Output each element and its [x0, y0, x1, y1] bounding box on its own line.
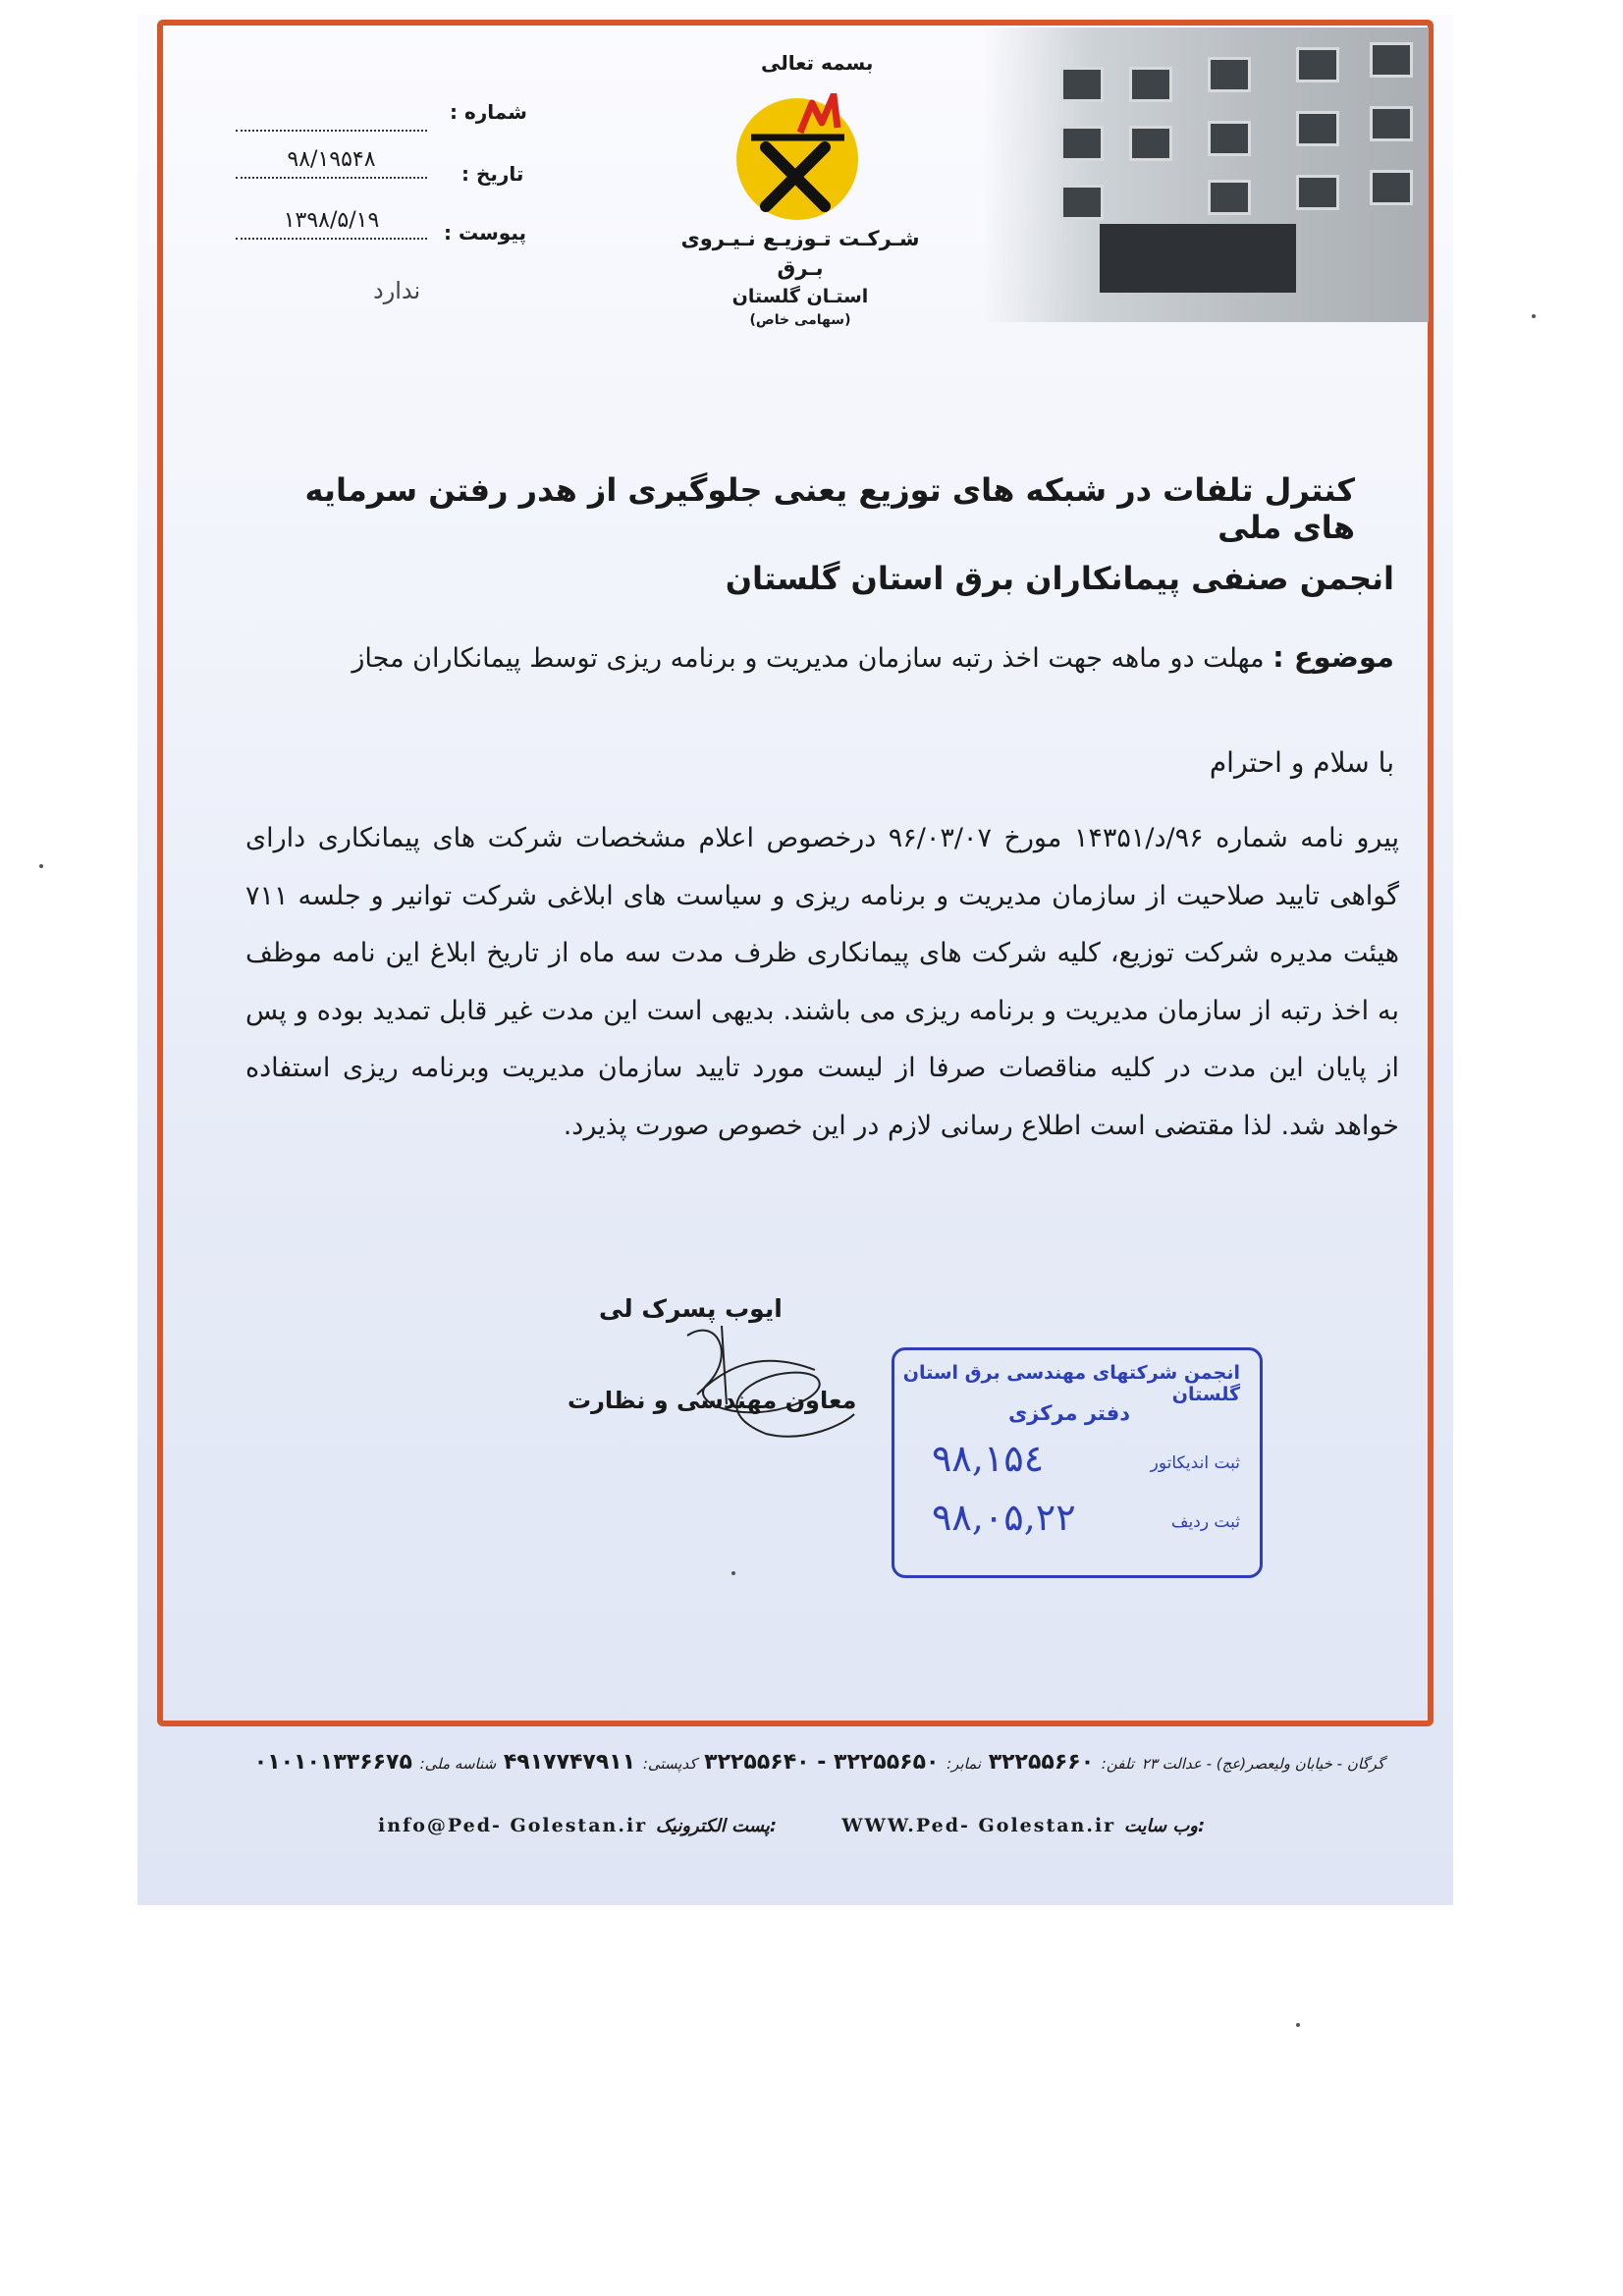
- company-logo-icon: [731, 93, 864, 226]
- number-value: [236, 100, 427, 132]
- footer-fax-label: نمابر:: [947, 1755, 982, 1773]
- footer-website-label: وب سایت:: [1123, 1816, 1206, 1836]
- greeting: با سلام و احترام: [1209, 746, 1394, 779]
- stamp-office: دفتر مرکزی: [1007, 1401, 1130, 1425]
- number-label: شماره :: [450, 100, 527, 124]
- stamp-indicator-value: ۹۸,۱۵٤: [932, 1437, 1045, 1480]
- building-photo: [982, 27, 1429, 322]
- footer-fax: ۳۲۲۵۵۶۵۰ - ۳۲۲۵۵۶۴۰: [704, 1750, 940, 1775]
- subject-label: موضوع :: [1272, 640, 1394, 674]
- company-name: شـرکـت تـوزیـع نـیـروی بـرق: [680, 227, 920, 281]
- company-name-block: [677, 224, 923, 331]
- stamp-organization: انجمن شرکتهای مهندسی برق استان گلستان: [902, 1362, 1240, 1405]
- footer-address: گرگان - خیابان ولیعصر(عج) - عدالت ۲۳: [1141, 1755, 1384, 1773]
- scan-speck: [39, 864, 43, 868]
- number-value-handwritten: ۹۸/۱۹۵۴۸: [236, 147, 427, 179]
- slogan-title: کنترل تلفات در شبکه های توزیع یعنی جلوگیری از هدر رفتن سرمایه های ملی: [304, 471, 1355, 546]
- footer-email: info@Ped- Golestan.ir: [378, 1815, 648, 1836]
- footer-national-id-label: شناسه ملی:: [419, 1755, 497, 1773]
- scan-speck: [1532, 314, 1536, 318]
- subject-text: مهلت دو ماهه جهت اخذ رتبه سازمان مدیریت و برنامه ریزی توسط پیمانکاران مجاز: [352, 643, 1265, 674]
- company-type: (سهامی خاص): [749, 312, 851, 329]
- attachment-label: پیوست :: [444, 221, 527, 245]
- signatory-name: ایوب پسرک لی: [599, 1294, 783, 1323]
- footer-phone-label: تلفن:: [1101, 1755, 1134, 1773]
- association-title: انجمن صنفی پیمانکاران برق استان گلستان: [725, 560, 1394, 597]
- footer-national-id: ۰۱۰۱۰۱۳۳۶۶۷۵: [253, 1750, 412, 1775]
- date-label: تاریخ :: [461, 162, 524, 186]
- letter-body-paragraph: پیرو نامه شماره ۹۶/د/۱۴۳۵۱ مورخ ۹۶/۰۳/۰۷ درخصوص اعلام مشخصات شرکت های پیمانکاری دارای گواهی تایید صلاحیت از سازمان مدیریت و برنامه ریزی و سیاست های ابلاغی شرکت توانیر و جلسه ۷۱۱ هیئت مدیره شرکت توزیع، کلیه شرکت های پیمانکاری ظرف مدت سه ماه از تاریخ ابلاغ این نامه موظف به اخذ رتبه از سازمان مدیریت و برنامه ریزی می باشند. بدیهی است این مدت غیر قابل تمدید بوده و پس از پایان این مدت در کلیه مناقصات صرفا از لیست مورد تایید سازمان مدیریت وبرنامه ریزی استفاده خواهد شد. لذا مقتضی است اطلاع رسانی لازم در این خصوص صورت پذیرد.: [245, 823, 1399, 1141]
- company-province: استـان گلستان: [731, 285, 869, 307]
- footer-contact-line: [187, 1750, 1384, 1775]
- scan-speck: [731, 1571, 735, 1575]
- stamp-row-value: ۹۸,۰۵,۲۲: [932, 1496, 1076, 1539]
- subject-line: [275, 629, 1394, 687]
- stamp-row-label: ثبت ردیف: [1170, 1512, 1240, 1532]
- date-value-handwritten: ۱۳۹۸/۵/۱۹: [236, 208, 427, 240]
- footer-phone: ۳۲۲۵۵۶۶۰: [988, 1750, 1095, 1775]
- footer-postcode-label: کدپستی:: [642, 1755, 697, 1773]
- footer-postcode: ۴۹۱۷۷۴۷۹۱۱: [503, 1750, 636, 1775]
- received-stamp: [892, 1347, 1263, 1578]
- footer-website: WWW.Ped- Golestan.ir: [841, 1815, 1116, 1836]
- footer-web-line: [378, 1815, 1232, 1836]
- letter-body: [245, 810, 1399, 1155]
- scan-speck: [1296, 2023, 1300, 2027]
- footer-email-label: پست الکترونیک:: [655, 1816, 778, 1836]
- basmala: بسمه تعالی: [761, 51, 874, 75]
- attachment-value: ندارد: [373, 277, 421, 304]
- signatory-title: معاون مهندسی و نظارت: [568, 1387, 857, 1414]
- stamp-indicator-label: ثبت اندیکاتور: [1150, 1453, 1240, 1473]
